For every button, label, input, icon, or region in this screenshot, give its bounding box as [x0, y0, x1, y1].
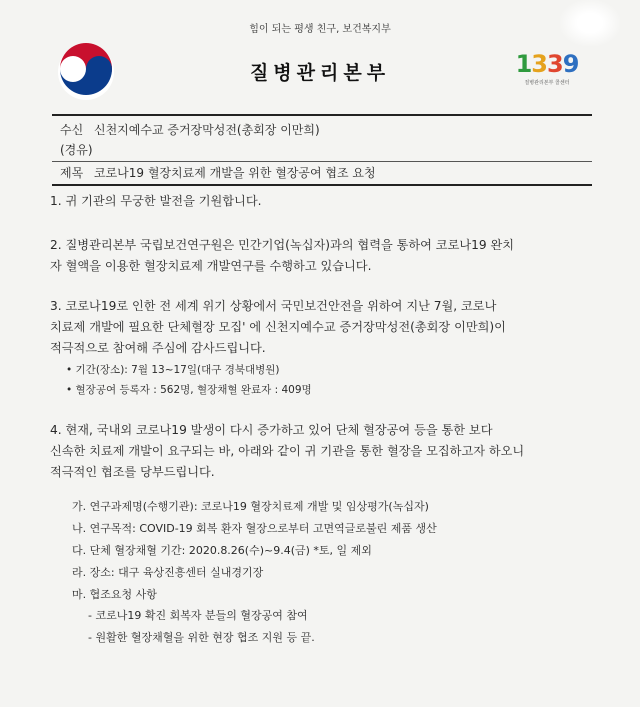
list-item: 가. 연구과제명(수행기관): 코로나19 혈장치료제 개발 및 임상평가(녹십자)	[72, 500, 429, 513]
paragraph-3-bullet-donors: • 혈장공여 등록자 : 562명, 혈장채혈 완료자 : 409명	[66, 384, 312, 396]
recipient-line	[60, 123, 320, 137]
subject-divider	[52, 184, 592, 186]
subject-label: 제목	[60, 166, 84, 180]
ministry-slogan: 힘이 되는 평생 친구, 보건복지부	[249, 24, 391, 35]
list-item: 나. 연구목적: COVID-19 회복 환자 혈장으로부터 고면역글로불린 제품 생산	[72, 522, 437, 535]
paragraph-4-line-2: 신속한 치료제 개발이 요구되는 바, 아래와 같이 귀 기관을 통한 혈장을 모집하고자 하오니	[50, 444, 525, 458]
recipient-label: 수신	[60, 123, 84, 137]
hotline-digit: 3	[531, 50, 547, 78]
hotline-1339-logo	[512, 50, 582, 86]
hotline-caption: 질병관리본부 콜센터	[524, 80, 570, 86]
organization-title: 질병관리본부	[249, 62, 391, 84]
header-divider	[52, 114, 592, 116]
paragraph-4-line-3: 적극적인 협조를 당부드립니다.	[50, 465, 215, 479]
paragraph-3-line-2: 치료제 개발에 필요한 단체혈장 모집' 에 신천지예수교 증거장막성전(총회장 이만희)이	[50, 320, 506, 334]
recipient-value: 신천지예수교 증거장막성전(총회장 이만희)	[94, 123, 320, 137]
subject-line	[60, 166, 376, 180]
paragraph-3-bullet-period: • 기간(장소): 7월 13~17일(대구 경북대병원)	[66, 364, 280, 376]
list-item: 라. 장소: 대구 육상진흥센터 실내경기장	[72, 566, 264, 579]
subject-value: 코로나19 혈장치료제 개발을 위한 혈장공여 협조 요청	[94, 166, 376, 180]
hotline-number	[512, 50, 582, 78]
hotline-digit: 1	[515, 50, 532, 78]
paragraph-2-line-2: 자 혈액을 이용한 혈장치료제 개발연구를 수행하고 있습니다.	[50, 259, 372, 273]
via-divider	[52, 161, 592, 162]
hotline-digit: 9	[562, 50, 579, 78]
paragraph-2-line-1: 2. 질병관리본부 국립보건연구원은 민간기업(녹십자)과의 협력을 통하여 코로나19 완치	[50, 238, 515, 252]
sub-list-item: - 코로나19 확진 회복자 분들의 혈장공여 참여	[88, 609, 308, 622]
list-item: 마. 협조요청 사항	[72, 588, 157, 601]
paragraph-1: 1. 귀 기관의 무궁한 발전을 기원합니다.	[50, 194, 262, 208]
paragraph-3-line-1: 3. 코로나19로 인한 전 세계 위기 상황에서 국민보건안전을 위하여 지난 7월, 코로나	[50, 299, 497, 313]
via-line: (경유)	[60, 143, 93, 157]
paragraph-3-line-3: 적극적으로 참여해 주심에 감사드립니다.	[50, 341, 266, 355]
hotline-digit: 3	[547, 50, 563, 78]
list-item: 다. 단체 혈장채혈 기간: 2020.8.26(수)~9.4(금) *토, 일 제외	[72, 544, 372, 557]
paragraph-4-line-1: 4. 현재, 국내외 코로나19 발생이 다시 증가하고 있어 단체 혈장공여 등을 통한 보다	[50, 423, 493, 437]
sub-list-item: - 원활한 혈장채혈을 위한 현장 협조 지원 등 끝.	[88, 631, 315, 644]
